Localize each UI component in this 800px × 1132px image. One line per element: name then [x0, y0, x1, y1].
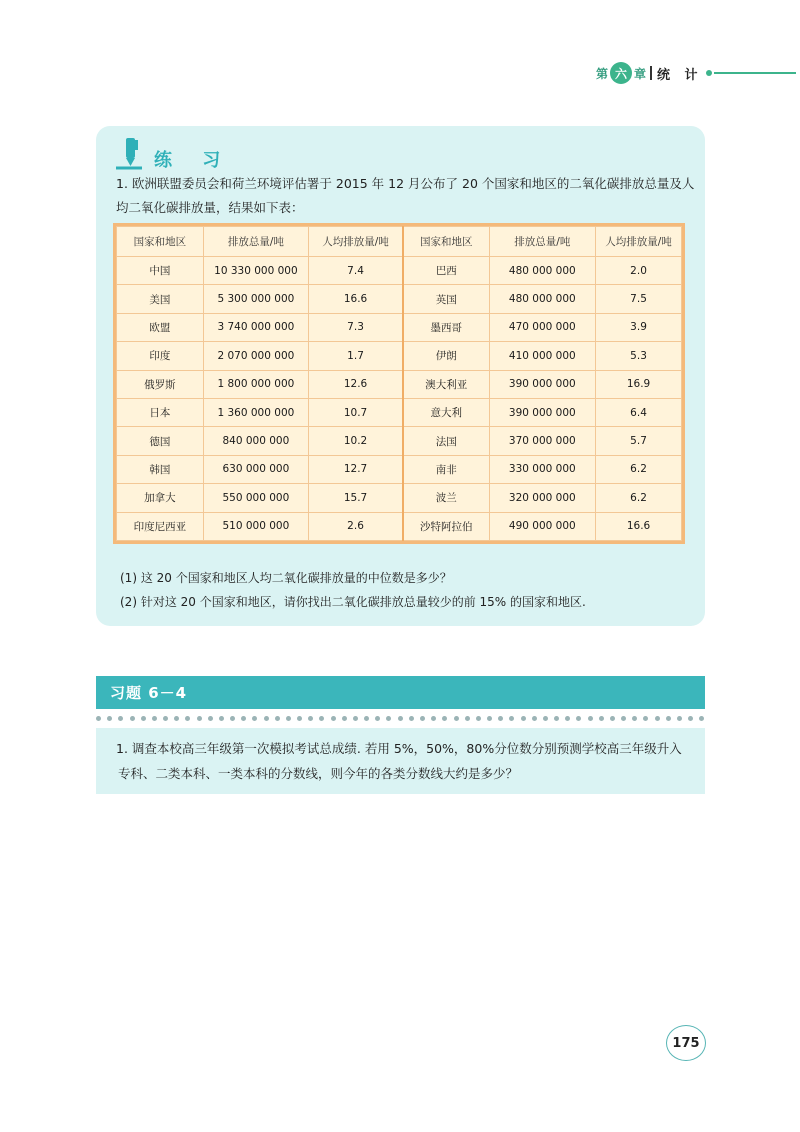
divider-dot	[688, 716, 693, 721]
divider-dot	[655, 716, 660, 721]
table-cell: 德国	[117, 427, 204, 455]
exercise-header-bar	[96, 676, 705, 709]
table-cell: 法国	[403, 427, 489, 455]
divider-dot	[454, 716, 459, 721]
table-cell: 16.6	[596, 512, 682, 540]
page-number: 175	[666, 1025, 706, 1061]
table-cell: 英国	[403, 285, 489, 313]
table-cell: 巴西	[403, 257, 489, 285]
table-cell: 沙特阿拉伯	[403, 512, 489, 540]
divider-dot	[364, 716, 369, 721]
header-divider	[650, 66, 652, 80]
table-row	[117, 484, 682, 512]
divider-dot	[588, 716, 593, 721]
divider-dot	[442, 716, 447, 721]
divider-dot	[386, 716, 391, 721]
table-cell: 加拿大	[117, 484, 204, 512]
table-row	[117, 257, 682, 285]
table-cell: 7.4	[309, 257, 403, 285]
col-header: 排放总量/吨	[203, 227, 308, 257]
exercise-question-1	[116, 736, 696, 786]
table-cell: 1 800 000 000	[203, 370, 308, 398]
table-cell: 2 070 000 000	[203, 342, 308, 370]
divider-dot	[241, 716, 246, 721]
table-row	[117, 370, 682, 398]
table-cell: 南非	[403, 455, 489, 483]
table-cell: 16.9	[596, 370, 682, 398]
divider-dot	[621, 716, 626, 721]
practice-title: 练 习	[154, 150, 233, 171]
table-cell: 日本	[117, 398, 204, 426]
table-cell: 5.7	[596, 427, 682, 455]
divider-dot	[331, 716, 336, 721]
table-cell: 印度尼西亚	[117, 512, 204, 540]
divider-dot	[643, 716, 648, 721]
divider-dot	[498, 716, 503, 721]
table-cell: 390 000 000	[489, 398, 595, 426]
table-row	[117, 455, 682, 483]
divider-dot	[509, 716, 514, 721]
divider-dot	[297, 716, 302, 721]
divider-dot	[275, 716, 280, 721]
divider-dot	[174, 716, 179, 721]
table-cell: 370 000 000	[489, 427, 595, 455]
divider-dot	[565, 716, 570, 721]
sub-question-1: (1) 这 20 个国家和地区人均二氧化碳排放量的中位数是多少？	[120, 571, 452, 585]
table-cell: 6.2	[596, 455, 682, 483]
table-row	[117, 342, 682, 370]
table-cell: 波兰	[403, 484, 489, 512]
divider-dot	[532, 716, 537, 721]
emissions-table	[116, 226, 682, 541]
divider-dot	[599, 716, 604, 721]
table-cell: 390 000 000	[489, 370, 595, 398]
table-cell: 澳大利亚	[403, 370, 489, 398]
pen-icon	[114, 136, 148, 172]
practice-box	[96, 126, 705, 626]
divider-dot	[96, 716, 101, 721]
table-cell: 320 000 000	[489, 484, 595, 512]
exercise-question-line: 1. 调查本校高三年级第一次模拟考试总成绩. 若用 5%，50%，80%分位数分别预测学校高三年级升入	[116, 741, 682, 756]
table-cell: 490 000 000	[489, 512, 595, 540]
table-cell: 480 000 000	[489, 257, 595, 285]
divider-dot	[107, 716, 112, 721]
chapter-badge	[596, 62, 646, 84]
table-cell: 330 000 000	[489, 455, 595, 483]
practice-question-1: 1. 欧洲联盟委员会和荷兰环境评估署于 2015 年 12 月公布了 20 个国家和地区的二氧化碳排放总量及人均二氧化碳排放量，结果如下表：	[116, 176, 695, 215]
col-header: 排放总量/吨	[489, 227, 595, 257]
table-row	[117, 398, 682, 426]
table-cell: 12.6	[309, 370, 403, 398]
divider-dot	[554, 716, 559, 721]
table-cell: 16.6	[309, 285, 403, 313]
divider-dot	[677, 716, 682, 721]
divider-dot	[163, 716, 168, 721]
table-cell: 470 000 000	[489, 313, 595, 341]
header-dot-icon	[706, 70, 712, 76]
divider-dot	[476, 716, 481, 721]
exercise-box	[96, 728, 705, 794]
table-cell: 伊朗	[403, 342, 489, 370]
table-cell: 1 360 000 000	[203, 398, 308, 426]
col-header: 人均排放量/吨	[596, 227, 682, 257]
chapter-number: 六	[610, 62, 632, 84]
table-cell: 840 000 000	[203, 427, 308, 455]
table-cell: 韩国	[117, 455, 204, 483]
divider-dot	[152, 716, 157, 721]
table-cell: 中国	[117, 257, 204, 285]
divider-dot	[543, 716, 548, 721]
table-cell: 12.7	[309, 455, 403, 483]
divider-dot	[342, 716, 347, 721]
divider-dot	[632, 716, 637, 721]
divider-dot	[487, 716, 492, 721]
table-cell: 550 000 000	[203, 484, 308, 512]
table-row	[117, 313, 682, 341]
divider-dot	[666, 716, 671, 721]
table-cell: 俄罗斯	[117, 370, 204, 398]
table-cell: 印度	[117, 342, 204, 370]
col-header: 国家和地区	[403, 227, 489, 257]
chapter-prefix: 第	[596, 66, 609, 81]
divider-dot	[308, 716, 313, 721]
chapter-suffix: 章	[634, 66, 647, 81]
table-cell: 510 000 000	[203, 512, 308, 540]
table-cell: 1.7	[309, 342, 403, 370]
divider-dot	[353, 716, 358, 721]
table-cell: 7.5	[596, 285, 682, 313]
table-cell: 墨西哥	[403, 313, 489, 341]
divider-dot	[230, 716, 235, 721]
divider-dot	[264, 716, 269, 721]
table-header-row	[117, 227, 682, 257]
table-row	[117, 512, 682, 540]
table-cell: 15.7	[309, 484, 403, 512]
table-cell: 2.6	[309, 512, 403, 540]
divider-dot	[252, 716, 257, 721]
divider-dot	[375, 716, 380, 721]
dotted-divider	[96, 716, 705, 724]
col-header: 国家和地区	[117, 227, 204, 257]
table-row	[117, 427, 682, 455]
divider-dot	[420, 716, 425, 721]
practice-heading	[114, 136, 232, 172]
header-rule	[714, 72, 796, 74]
table-cell: 10.7	[309, 398, 403, 426]
table-row	[117, 285, 682, 313]
divider-dot	[576, 716, 581, 721]
divider-dot	[130, 716, 135, 721]
divider-dot	[319, 716, 324, 721]
table-cell: 意大利	[403, 398, 489, 426]
divider-dot	[219, 716, 224, 721]
exercise-question-line: 专科、二类本科、一类本科的分数线，则今年的各类分数线大约是多少？	[118, 766, 519, 781]
divider-dot	[465, 716, 470, 721]
divider-dot	[409, 716, 414, 721]
sub-questions	[120, 566, 586, 614]
table-cell: 2.0	[596, 257, 682, 285]
divider-dot	[521, 716, 526, 721]
divider-dot	[610, 716, 615, 721]
col-header: 人均排放量/吨	[309, 227, 403, 257]
table-cell: 10 330 000 000	[203, 257, 308, 285]
table-cell: 630 000 000	[203, 455, 308, 483]
divider-dot	[197, 716, 202, 721]
divider-dot	[185, 716, 190, 721]
divider-dot	[699, 716, 704, 721]
table-cell: 480 000 000	[489, 285, 595, 313]
divider-dot	[141, 716, 146, 721]
divider-dot	[431, 716, 436, 721]
table-cell: 7.3	[309, 313, 403, 341]
table-cell: 3 740 000 000	[203, 313, 308, 341]
table-cell: 410 000 000	[489, 342, 595, 370]
table-cell: 欧盟	[117, 313, 204, 341]
table-cell: 5 300 000 000	[203, 285, 308, 313]
exercise-title: 习题 6－4	[110, 684, 188, 702]
table-cell: 10.2	[309, 427, 403, 455]
table-cell: 6.2	[596, 484, 682, 512]
divider-dot	[398, 716, 403, 721]
table-cell: 3.9	[596, 313, 682, 341]
divider-dot	[208, 716, 213, 721]
chapter-title: 统 计	[657, 67, 703, 83]
table-cell: 5.3	[596, 342, 682, 370]
divider-dot	[118, 716, 123, 721]
sub-question-2: (2) 针对这 20 个国家和地区，请你找出二氧化碳排放总量较少的前 15% 的国家和地区.	[120, 595, 586, 609]
table-cell: 美国	[117, 285, 204, 313]
chapter-header	[596, 62, 796, 84]
table-cell: 6.4	[596, 398, 682, 426]
divider-dot	[286, 716, 291, 721]
